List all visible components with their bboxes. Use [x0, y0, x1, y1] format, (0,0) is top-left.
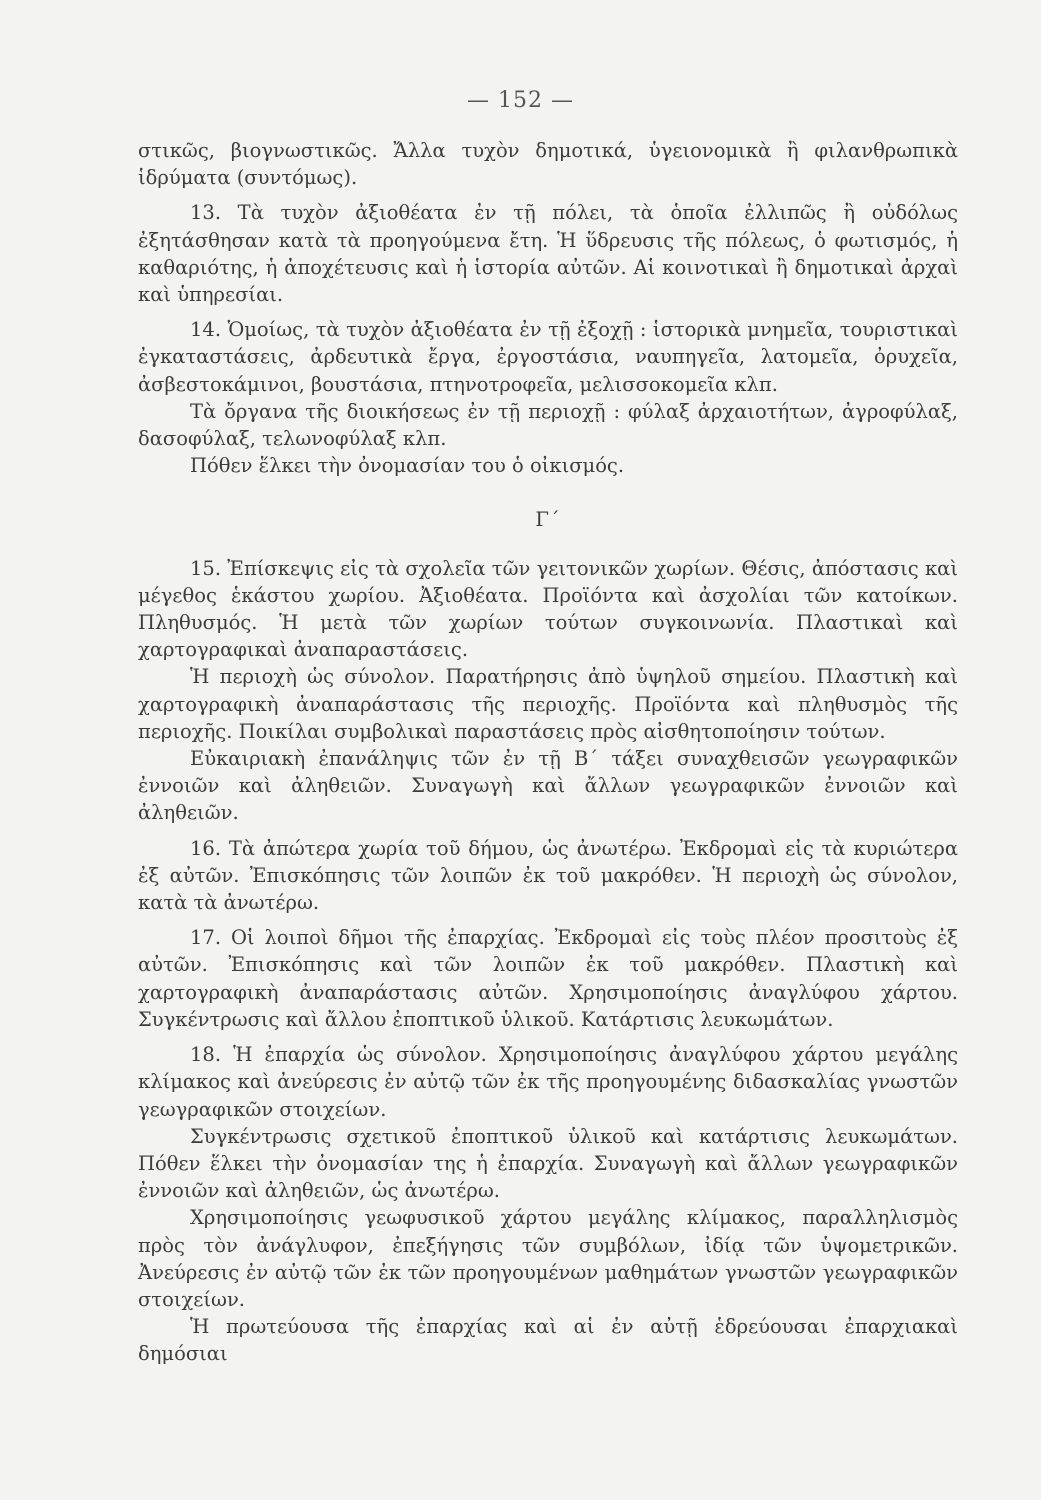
- paragraph-item-15-region: Ἡ περιοχὴ ὡς σύνολον. Παρατήρησις ἀπὸ ὑψηλοῦ σημείου. Πλαστικὴ καὶ χαρτογραφικὴ ἀναπαράστασις τῆς περιοχῆς. Προϊόντα καὶ πληθυσμὸς τῆς περιοχῆς. Ποικίλαι συμβολικαὶ παραστάσεις πρὸς αἰσθητοποίησιν τούτων.: [138, 665, 958, 743]
- page-number: — 152 —: [467, 88, 574, 113]
- paragraph-item-14-organs: Τὰ ὄργανα τῆς διοικήσεως ἐν τῇ περιοχῇ : φύλαξ ἀρχαιοτήτων, ἀγροφύλαξ, δασοφύλαξ, τελωνοφύλαξ κλπ.: [138, 399, 958, 451]
- paragraph-item-13: 13. Τὰ τυχὸν ἀξιοθέατα ἐν τῇ πόλει, τὰ ὁποῖα ἐλλιπῶς ἢ οὐδόλως ἐξητάσθησαν κατὰ τὰ προηγούμενα ἔτη. Ἡ ὕδρευσις τῆς πόλεως, ὁ φωτισμός, ἡ καθαριότης, ἡ ἀποχέτευσις καὶ ἡ ἱστορία αὐτῶν. Αἱ κοινοτικαὶ ἢ δημοτικαὶ ἀρχαὶ καὶ ὑπηρεσίαι.: [138, 201, 958, 307]
- paragraph-item-17: 17. Οἱ λοιποὶ δῆμοι τῆς ἐπαρχίας. Ἐκδρομαὶ εἰς τοὺς πλέον προσιτοὺς ἐξ αὐτῶν. Ἐπισκόπησις καὶ τῶν λοιπῶν ἐκ τοῦ μακρόθεν. Πλαστικὴ καὶ χαρτογραφικὴ ἀναπαράστασις αὐτῶν. Χρησιμοποίησις ἀναγλύφου χάρτου. Συγκέντρωσις καὶ ἄλλου ἐποπτικοῦ ὑλικοῦ. Κατάρτισις λευκωμάτων.: [138, 926, 958, 1031]
- paragraph-item-15-review: Εὐκαιριακὴ ἐπανάληψις τῶν ἐν τῇ Β΄ τάξει συναχθεισῶν γεωγραφικῶν ἐννοιῶν καὶ ἀληθειῶν. Συναγωγὴ καὶ ἄλλων γεωγραφικῶν ἐννοιῶν καὶ ἀληθειῶν.: [138, 747, 958, 825]
- paragraph-item-18-capital: Ἡ πρωτεύουσα τῆς ἐπαρχίας καὶ αἱ ἐν αὐτῇ ἑδρεύουσαι ἐπαρχιακαὶ δημόσιαι: [138, 1315, 958, 1366]
- paragraph-item-16: 16. Τὰ ἀπώτερα χωρία τοῦ δήμου, ὡς ἀνωτέρω. Ἐκδρομαὶ εἰς τὰ κυριώτερα ἐξ αὐτῶν. Ἐπισκόπησις τῶν λοιπῶν ἐκ τοῦ μακρόθεν. Ἡ περιοχὴ ὡς σύνολον, κατὰ τὰ ἀνωτέρω.: [138, 836, 958, 915]
- paragraph-item-14: 14. Ὁμοίως, τὰ τυχὸν ἀξιοθέατα ἐν τῇ ἐξοχῇ : ἱστορικὰ μνημεῖα, τουριστικαὶ ἐγκαταστάσεις, ἀρδευτικὰ ἔργα, ἐργοστάσια, ναυπηγεῖα, λατομεῖα, ὀρυχεῖα, ἀσβεστοκάμινοι, βουστάσια, πτηνοτροφεῖα, μελισσοκομεῖα κλπ.: [138, 318, 958, 396]
- section-heading: Γ΄: [535, 508, 561, 532]
- paragraph-item-14-name-origin: Πόθεν ἕλκει τὴν ὀνομασίαν του ὁ οἰκισμός.: [190, 454, 625, 478]
- paragraph-item-18: 18. Ἡ ἐπαρχία ὡς σύνολον. Χρησιμοποίησις ἀναγλύφου χάρτου μεγάλης κλίμακος καὶ ἀνεύρεσις ἐν αὐτῷ τῶν ἐκ τῆς προηγουμένης διδασκαλίας γνωστῶν γεωγραφικῶν στοιχείων.: [138, 1043, 958, 1121]
- paragraph-item-15: 15. Ἐπίσκεψις εἰς τὰ σχολεῖα τῶν γειτονικῶν χωρίων. Θέσις, ἀπόστασις καὶ μέγεθος ἑκάστου χωρίου. Ἀξιοθέατα. Προϊόντα καὶ ἀσχολίαι τῶν κατοίκων. Πληθυσμός. Ἡ μετὰ τῶν χωρίων τούτων συγκοινωνία. Πλαστικαὶ καὶ χαρτογραφικαὶ ἀναπαραστάσεις.: [138, 556, 958, 662]
- paragraph-continuation: στικῶς, βιογνωστικῶς. Ἄλλα τυχὸν δημοτικά, ὑγειονομικὰ ἢ φιλανθρωπικὰ ἱδρύματα (συντόμως).: [138, 139, 958, 190]
- body-text: [138, 137, 958, 1368]
- paragraph-item-18-geophysical-map: Χρησιμοποίησις γεωφυσικοῦ χάρτου μεγάλης κλίμακος, παραλληλισμὸς πρὸς τὸν ἀνάγλυφον, ἐπεξήγησις τῶν συμβόλων, ἰδίᾳ τῶν ὑψομετρικῶν. Ἀνεύρεσις ἐν αὐτῷ τῶν ἐκ τῶν προηγουμένων μαθημάτων γνωστῶν γεωγραφικῶν στοιχείων.: [138, 1206, 958, 1311]
- paragraph-item-18-materials: Συγκέντρωσις σχετικοῦ ἐποπτικοῦ ὑλικοῦ καὶ κατάρτισις λευκωμάτων. Πόθεν ἕλκει τὴν ὀνομασίαν της ἡ ἐπαρχία. Συναγωγὴ καὶ ἄλλων γεωγραφικῶν ἐννοιῶν καὶ ἀληθειῶν, ὡς ἀνωτέρω.: [138, 1124, 958, 1203]
